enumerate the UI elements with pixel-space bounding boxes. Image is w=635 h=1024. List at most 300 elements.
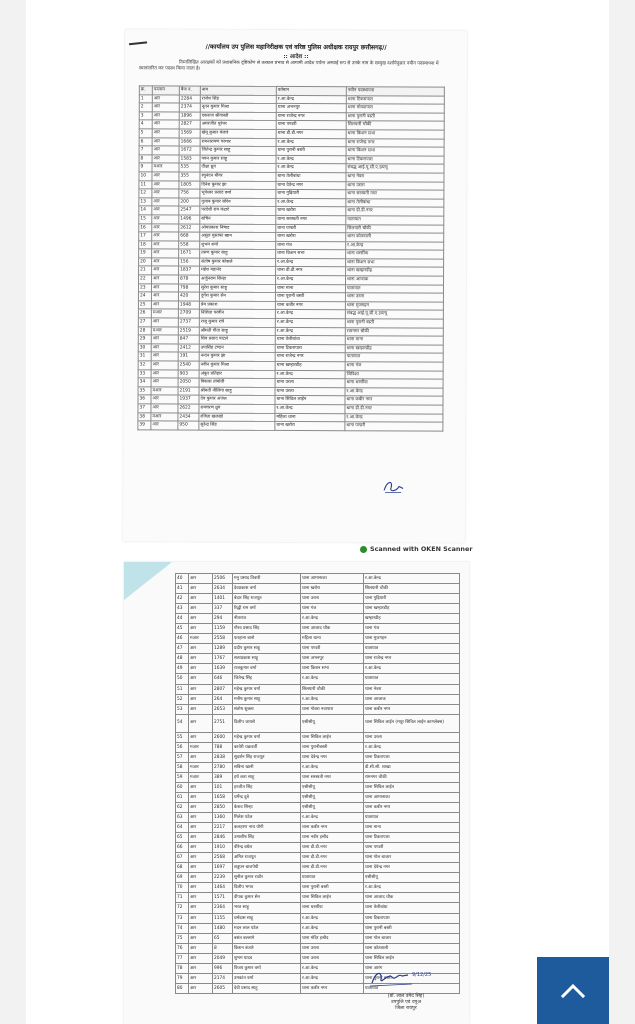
cell-name: धर्मदास साहू [233, 913, 301, 923]
cell-badge: 2519 [178, 327, 199, 336]
cell-new-posting: थाना तेलीबांधा [364, 903, 460, 913]
cell-rank: आर [189, 604, 213, 614]
cell-rank: आर [152, 215, 179, 224]
cell-current: एसीसीयू [301, 802, 364, 812]
cell-badge: 2374 [179, 103, 200, 112]
cell-new-posting: थाना आजाक [346, 276, 444, 285]
cell-badge: 2622 [178, 404, 199, 413]
cell-new-posting: यातायात [364, 813, 460, 823]
cell-badge: 2612 [179, 223, 200, 232]
table-row [176, 762, 460, 772]
cell-new-posting: थाना तेलीबांधा [346, 198, 444, 207]
table-row [176, 813, 460, 823]
cell-current: थाना पुरानी बस्ती [301, 883, 364, 893]
cell-current: थाना कबीर नगर [301, 983, 364, 993]
cell-name: महेन्द्र कुमार वर्मा [233, 684, 301, 694]
cell-rank: आर [189, 873, 213, 883]
cell-name: ओमप्रकाश निषाद [200, 224, 276, 233]
cell-name: मनु प्रसाद तिवारी [233, 574, 301, 584]
table-row [176, 893, 460, 903]
cell-current: थाना खरोरा [275, 422, 345, 431]
cell-current: र.आ.केन्द्र [301, 963, 364, 973]
cell-serial: 14 [139, 206, 152, 215]
cell-new-posting: थाना टिकरापारा [346, 95, 444, 104]
table-row [176, 943, 460, 953]
cell-current: र.आ.केन्द्र [275, 310, 345, 319]
cell-current: थाना कबीर नगर [275, 301, 345, 310]
cell-name: सचिन [200, 215, 276, 224]
cell-rank: आर [152, 180, 179, 189]
cell-new-posting: थाना खम्हारडीह [364, 604, 460, 614]
cell-new-posting: थाना उरला [345, 293, 443, 302]
cell-name: अंकुर प्रतिहार [199, 370, 275, 379]
cell-badge: 1569 [179, 129, 200, 138]
cell-badge: 337 [213, 604, 233, 614]
signature-initial [381, 478, 407, 494]
cell-badge: 2850 [213, 802, 233, 812]
cell-current: थाना सरस्वती नगर [276, 215, 346, 224]
cell-new-posting: थाना मुजगहन [345, 302, 443, 311]
cell-serial: 12 [139, 189, 152, 198]
cell-rank: आर [189, 923, 213, 933]
cell-rank: आर [152, 137, 179, 146]
cell-new-posting: थाना डी.डी.नगर [346, 207, 444, 216]
cell-serial: 35 [138, 387, 151, 396]
cell-current: थाना खम्हारडीह [275, 361, 345, 370]
cell-new-posting: डी.सी.सी. शाखा [364, 762, 460, 772]
cell-new-posting: थाना गंज [345, 362, 443, 371]
cell-badge: 2191 [178, 387, 199, 396]
cell-badge: 996 [213, 963, 233, 973]
cell-serial: 44 [176, 614, 189, 624]
cell-serial: 29 [138, 335, 151, 344]
cell-serial: 41 [176, 584, 189, 594]
cell-badge: 2653 [213, 704, 233, 714]
cell-badge: 2547 [179, 206, 200, 215]
cell-name: सुदर्शन सिंह राजपूत [233, 752, 301, 762]
col-header-new-posting: नवीन पदस्थापना [346, 87, 444, 96]
table-row [176, 584, 460, 594]
table-row [176, 772, 460, 782]
table-row [176, 873, 460, 883]
cell-badge: 558 [179, 241, 200, 250]
cell-badge: 1671 [179, 249, 200, 258]
cell-new-posting: थाना पण्डरी [364, 843, 460, 853]
cell-name: नूतन कुमार मिश्रा [200, 103, 276, 112]
cell-name: सुरेश कुमार साहू [199, 284, 275, 293]
cell-name: जितेन्द्र सिंह [233, 674, 301, 684]
cell-rank: आर [189, 953, 213, 963]
cell-serial: 17 [139, 232, 152, 241]
cell-serial: 57 [176, 752, 189, 762]
cell-badge: 2364 [213, 903, 233, 913]
cell-rank: आर [189, 574, 213, 584]
cell-name: अमित राजपूत [233, 853, 301, 863]
cell-serial: 64 [176, 823, 189, 833]
cell-badge: 355 [179, 172, 200, 181]
cell-badge: 2605 [213, 983, 233, 993]
cell-rank: आर [189, 903, 213, 913]
cell-name: नन्दन कुमार झा [199, 352, 275, 361]
cell-name: रिद्धी राम वर्मा [233, 604, 301, 614]
cell-badge: 2412 [178, 344, 199, 353]
cell-new-posting: थाना पण्डरी [345, 422, 443, 431]
cell-serial: 61 [176, 792, 189, 802]
cell-current: थाना खरोरा [276, 233, 346, 242]
cell-new-posting: थाना गोल बाजार [364, 933, 460, 943]
cell-serial: 31 [138, 352, 151, 361]
cell-name: रामचरण ध्रुव [199, 404, 275, 413]
cell-current: थाना गोबरा नवापारा [301, 704, 364, 714]
cell-new-posting: र.आ.केन्द्र [364, 574, 460, 584]
cell-rank: आर [152, 155, 179, 164]
cell-new-posting: सिलयारी चौकी [346, 224, 444, 233]
cell-new-posting: थाना धरसींवा [346, 250, 444, 259]
cell-name: नवीन कुमार मिश्रा [199, 361, 275, 370]
cell-badge: 156 [179, 258, 200, 267]
cell-current: थाना खरोरा [276, 207, 346, 216]
signatory-district: जिला रायपुर [395, 1006, 417, 1012]
cell-rank: मआर [189, 742, 213, 752]
document-page-2 [124, 562, 469, 1024]
cell-new-posting: थाना आमानाका [364, 792, 460, 802]
cell-rank: आर [189, 963, 213, 973]
cell-name: शत्रुघन बाजपेयी [233, 863, 301, 873]
table-row [176, 664, 460, 674]
cell-name: महेश महानंद [200, 267, 276, 276]
cell-badge: 65 [213, 933, 233, 943]
cell-current: थाना सिविल लाईन [275, 396, 345, 405]
cell-new-posting: थाना कोतवाली [346, 233, 444, 242]
cell-serial: 77 [176, 953, 189, 963]
cell-current: थाना डी.डी.नगर [276, 267, 346, 276]
cell-name: पवन कुमार साहू [200, 155, 276, 164]
cell-badge: 756 [179, 189, 200, 198]
cell-rank: आर [189, 863, 213, 873]
cell-rank: आर [189, 752, 213, 762]
cell-name: मिलेश पटेल [233, 813, 301, 823]
cell-current: थाना मंदिर हसौद [301, 933, 364, 943]
table-row [176, 654, 460, 664]
cell-new-posting: थाना मोवदापारा [346, 104, 444, 113]
cell-name: महेन्द्र कुमार वर्मा [233, 732, 301, 742]
cell-current: एसीसीयू [301, 714, 364, 732]
cell-badge: 2634 [213, 584, 233, 594]
cell-current: थाना किशन सभा [276, 250, 346, 259]
cell-name: श्रीमती गीता साहू [199, 327, 275, 336]
cell-serial: 66 [176, 843, 189, 853]
cell-rank: आर [189, 813, 213, 823]
cell-rank: आर [189, 823, 213, 833]
cell-name: बेदार सिंह राजपूत [233, 594, 301, 604]
cell-serial: 59 [176, 772, 189, 782]
cell-new-posting: एसीसीयू [364, 873, 460, 883]
cell-serial: 78 [176, 963, 189, 973]
cell-new-posting: सिलयारी चौकी [364, 584, 460, 594]
cell-current: थाना पुरानी बस्ती [275, 293, 345, 302]
cell-new-posting: खम्हारडीह [364, 614, 460, 624]
col-header-current: वर्तमान [276, 86, 346, 95]
cell-rank: आर [151, 284, 178, 293]
cell-current: थाना उरला [275, 387, 345, 396]
cell-rank: आर [152, 223, 179, 232]
cell-badge: 389 [213, 772, 233, 782]
cell-badge: 2780 [213, 762, 233, 772]
table-row [176, 792, 460, 802]
cell-rank: आर [151, 292, 178, 301]
cell-current: थाना डी.डी.नगर [276, 129, 346, 138]
cell-rank: मआर [151, 309, 178, 318]
cell-name: देवी प्रसाद साहू [233, 983, 301, 993]
cell-current: थाना गंज [276, 241, 346, 250]
table-row [176, 833, 460, 843]
cell-name: दीक्षा ध्रुव [200, 163, 276, 172]
cell-serial: 24 [138, 292, 151, 301]
cell-rank: आर [152, 146, 179, 155]
cell-rank: मआर [151, 387, 178, 396]
cell-name: उमकांत वर्मा [233, 973, 301, 983]
cell-badge: 1948 [178, 301, 199, 310]
cell-new-posting: थाना कबीर नगर [364, 802, 460, 812]
cell-current: थाना उरला [301, 943, 364, 953]
cell-badge: 1464 [213, 883, 233, 893]
cell-current: र.आ.केन्द्र [301, 674, 364, 684]
cell-rank: आर [151, 361, 178, 370]
cell-current: र.आ.केन्द्र [275, 327, 345, 336]
cell-new-posting: थाना सिविल लाईन [364, 953, 460, 963]
cell-rank: आर [189, 782, 213, 792]
cell-serial: 34 [138, 378, 151, 387]
cell-rank: आर [151, 335, 178, 344]
cell-serial: 2 [139, 103, 152, 112]
signatory-designation: उपपुलि एवं वपुअ [391, 1000, 421, 1006]
cell-serial: 21 [139, 266, 152, 275]
cell-rank: आर [189, 694, 213, 704]
cell-rank: मआर [152, 163, 179, 172]
cell-rank: आर [152, 198, 179, 207]
cell-rank: आर [151, 318, 178, 327]
cell-new-posting: थाना सरस्वती नगर [346, 190, 444, 199]
cell-serial: 23 [138, 283, 151, 292]
cell-new-posting: थाना किशन सभा [346, 259, 444, 268]
cell-current: थाना कबीर नगर [301, 823, 364, 833]
cell-current: र.आ.केन्द्र [275, 404, 345, 413]
table-row [176, 674, 460, 684]
cell-serial: 74 [176, 923, 189, 933]
cell-current: र.आ.केन्द्र [276, 258, 346, 267]
cell-name: अर्जुनराम सिन्हा [200, 275, 276, 284]
cell-new-posting: थाना नेवरा [346, 173, 444, 182]
cell-current: एसीसीयू [301, 782, 364, 792]
cell-current: महिला थाना [301, 634, 364, 644]
cell-badge: 2709 [178, 309, 199, 318]
cell-serial: 48 [176, 654, 189, 664]
cell-name: सत्यप्रकाश साहू [233, 654, 301, 664]
cell-badge: 1289 [213, 644, 233, 654]
cell-current: थाना गंज [301, 604, 364, 614]
cell-serial: 27 [138, 318, 151, 327]
cell-name: दुर्गेश कुमार सेन [199, 292, 275, 301]
cell-serial: 20 [139, 258, 152, 267]
cell-name: शुभम शर्मा [200, 241, 276, 250]
cell-rank: आर [189, 833, 213, 843]
cell-serial: 10 [139, 172, 152, 181]
table-row [176, 594, 460, 604]
cell-rank: मआर [189, 634, 213, 644]
cell-current: थाना राजेन्द्र नगर [275, 353, 345, 362]
cell-rank: आर [152, 258, 179, 267]
table-row [176, 903, 460, 913]
cell-rank: आर [189, 983, 213, 993]
cell-new-posting: यातायात [345, 353, 443, 362]
cell-badge: 1697 [213, 863, 233, 873]
cell-name: अमरजीत धुरंधर [200, 120, 276, 129]
cell-badge: 191 [178, 352, 199, 361]
cell-name: राजू कुमार रात्रे [199, 318, 275, 327]
cell-current: र.आ.केन्द्र [301, 694, 364, 704]
cell-current: थाना उरला [275, 379, 345, 388]
cell-current: र.आ.केन्द्र [301, 973, 364, 983]
cell-current: र.आ.केन्द्र [276, 164, 346, 173]
cell-badge: 294 [213, 614, 233, 624]
cell-serial: 80 [176, 983, 189, 993]
table-row [176, 714, 460, 732]
cell-new-posting: थाना सिविल लाईन [364, 782, 460, 792]
cell-rank: आर [189, 792, 213, 802]
cell-current: थाना डी.डी.नगर [301, 843, 364, 853]
cell-current: र.आ.केन्द्र [301, 762, 364, 772]
cell-serial: 15 [139, 215, 152, 224]
table-row [176, 933, 460, 943]
cell-name: सबिना खानी [233, 762, 301, 772]
table-row [176, 923, 460, 933]
cell-new-posting: थाना टिकरापारा [364, 752, 460, 762]
cell-new-posting: यातायात [364, 644, 460, 654]
cell-badge: 2568 [213, 853, 233, 863]
cell-current: र.आ.केन्द्र [276, 155, 346, 164]
cell-serial: 18 [139, 241, 152, 250]
cell-current: थाना किशन सभा [301, 664, 364, 674]
cell-name: केशव सिन्हा [233, 802, 301, 812]
cell-current: थाना सिविल लाईन [301, 732, 364, 742]
cell-badge: 1672 [179, 146, 200, 155]
office-heading: //कार्यालय उप पुलिस महानिरीक्षक एवं वरिष्ठ पुलिस अधीक्षक रायपुर छत्तीसगढ़// [205, 43, 387, 52]
cell-badge: 8 [213, 943, 233, 953]
scroll-to-top-button[interactable] [537, 957, 609, 1024]
cell-serial: 53 [176, 704, 189, 714]
cell-badge: 1571 [213, 893, 233, 903]
cell-name: दिनेश कुमार झा [200, 181, 276, 190]
cell-badge: 668 [179, 232, 200, 241]
cell-new-posting: थाना टिकरापारा [346, 155, 444, 164]
cell-badge: 2751 [213, 714, 233, 732]
cell-rank: आर [189, 843, 213, 853]
cell-badge: 950 [178, 421, 199, 430]
cell-current: थाना आमानाका [301, 574, 364, 584]
document-page-1 [123, 29, 467, 542]
cell-name: वीरेन्द्र बघेल [233, 843, 301, 853]
cell-name: एकराज श्रीवास्ती [200, 112, 276, 121]
cell-current: र.आ.केन्द्र [301, 913, 364, 923]
cell-serial: 65 [176, 833, 189, 843]
cell-new-posting: यातायात [364, 674, 460, 684]
cell-badge: 535 [179, 163, 200, 172]
cell-rank: आर [151, 352, 178, 361]
col-header-name: नाम [200, 86, 276, 95]
cell-serial: 68 [176, 863, 189, 873]
cell-name: शुभम यादव [233, 953, 301, 963]
cell-serial: 73 [176, 913, 189, 923]
cell-new-posting: यातायात [345, 284, 443, 293]
cell-current: एसीसीयू [301, 792, 364, 802]
table-row [176, 913, 460, 923]
cell-name: देवप्रकाश वर्मा [233, 584, 301, 594]
cell-name: गुलाब कुमार सोरेन [200, 198, 276, 207]
cell-new-posting: थाना गुढ़ियारी [364, 594, 460, 604]
cell-badge: 2846 [213, 833, 233, 843]
cell-name: हर्ष लता साहू [233, 772, 301, 782]
cell-current: थाना उरला [301, 594, 364, 604]
table-row [176, 694, 460, 704]
cell-badge: 2217 [213, 823, 233, 833]
chevron-up-icon [560, 983, 586, 999]
cell-rank: मआर [151, 326, 178, 335]
cell-current: थाना देवेन्द्र नगर [301, 752, 364, 762]
cell-current: र.आ.केन्द्र [301, 614, 364, 624]
cell-current: थाना तेलीबांधा [275, 336, 345, 345]
cell-name: खेमू कुमार बंजारे [200, 129, 276, 138]
cell-badge: 2737 [178, 318, 199, 327]
cell-current: र.आ.केन्द्र [276, 198, 346, 207]
cell-new-posting: थाना माना [345, 336, 443, 345]
cell-name: भरत साहू [233, 903, 301, 913]
cell-serial: 37 [138, 404, 151, 413]
cell-serial: 13 [139, 198, 152, 207]
cell-serial: 58 [176, 762, 189, 772]
cell-new-posting: थाना सिविल लाईन (मयूर सिविल लाईन काम्प्लेक्स) [364, 714, 460, 732]
cell-rank: आर [152, 112, 179, 121]
cell-badge: 1496 [179, 215, 200, 224]
cell-new-posting: थाना आजाद चौक [364, 893, 460, 903]
cell-new-posting: थाना राजेन्द्र नगर [364, 654, 460, 664]
cell-rank: आर [151, 395, 178, 404]
cell-current: थाना सिविल लाईन [301, 893, 364, 903]
scanner-logo-icon [360, 546, 367, 553]
table-row [176, 614, 460, 624]
cell-badge: 1910 [213, 843, 233, 853]
cell-rank: आर [189, 624, 213, 634]
cell-badge: 2434 [178, 413, 199, 422]
cell-badge: 2174 [213, 973, 233, 983]
cell-rank: आर [189, 883, 213, 893]
cell-current: थाना आजाद चौक [301, 624, 364, 634]
cell-name: राजेश सिंह [200, 95, 276, 104]
cell-badge: 1639 [213, 664, 233, 674]
cell-serial: 43 [176, 604, 189, 614]
cell-serial: 51 [176, 684, 189, 694]
transfer-table-page-2 [175, 573, 460, 994]
cell-new-posting: थाना खम्हारडीह [346, 267, 444, 276]
cell-name: दिलीप भगत [233, 883, 301, 893]
cell-serial: 5 [139, 129, 152, 138]
cell-name: कलहरण नाथ योगी [233, 823, 301, 833]
cell-badge: 2827 [179, 120, 200, 129]
cell-current: थाना उरला [301, 953, 364, 963]
cell-new-posting: थाना टिकरापारा [364, 913, 460, 923]
cell-rank: आर [151, 344, 178, 353]
cell-serial: 6 [139, 137, 152, 146]
cell-serial: 76 [176, 943, 189, 953]
